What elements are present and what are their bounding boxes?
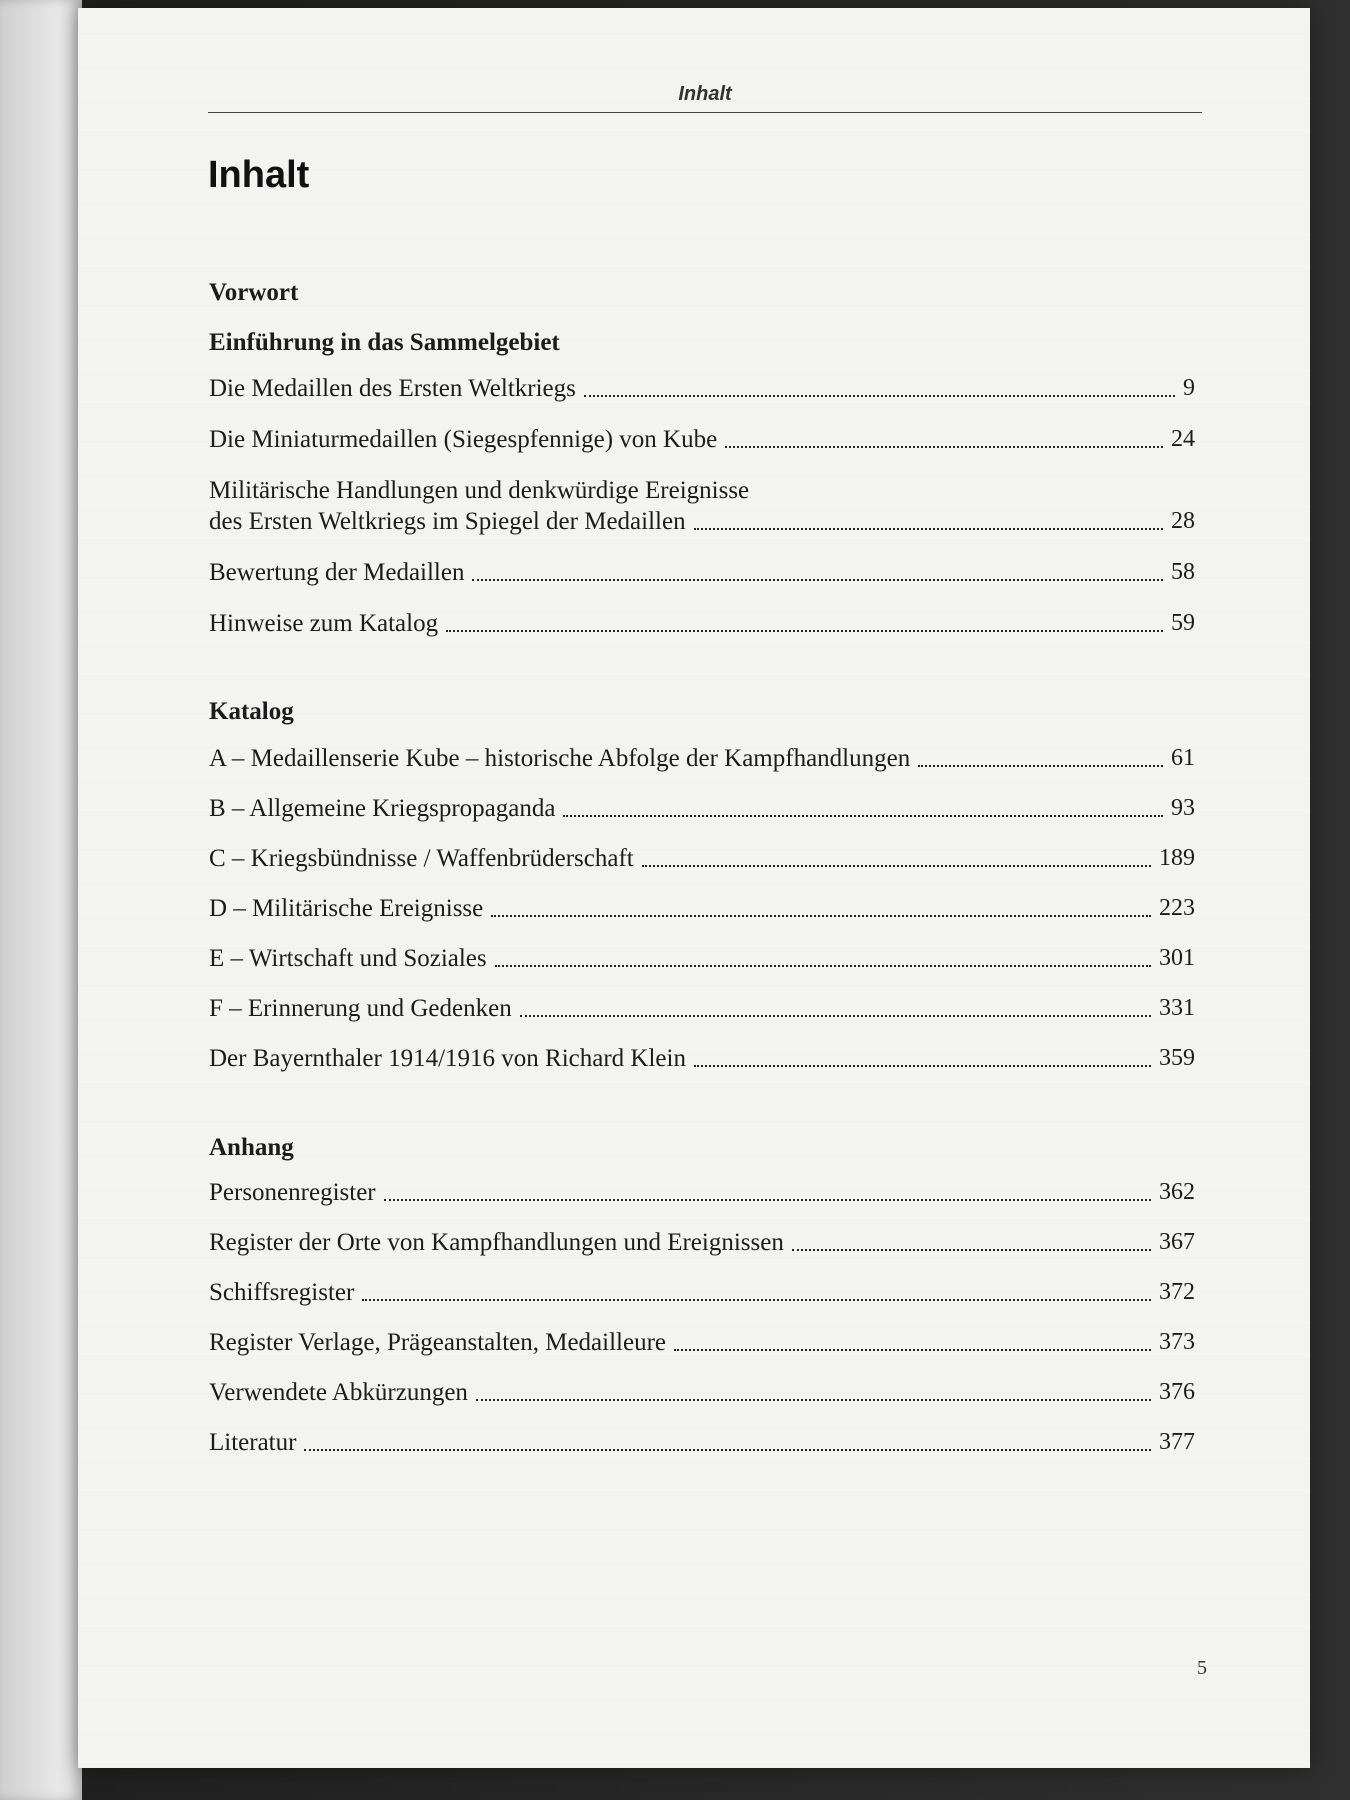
- toc-entry-page: 367: [1159, 1229, 1195, 1256]
- toc-entry-page: 331: [1159, 995, 1195, 1022]
- leader-dots: [304, 1449, 1151, 1451]
- leader-dots: [472, 579, 1163, 581]
- toc-entry-label: Die Miniaturmedaillen (Siegespfennige) von Kube: [209, 426, 718, 453]
- toc-entry-label: Die Medaillen des Ersten Weltkriegs: [209, 375, 576, 402]
- toc-entry-label: B – Allgemeine Kriegspropaganda: [209, 795, 556, 822]
- toc-entry: [209, 993, 1195, 1024]
- leader-dots: [918, 765, 1163, 767]
- leader-dots: [520, 1015, 1151, 1017]
- leader-dots: [384, 1199, 1151, 1201]
- toc-entry: [209, 475, 1195, 537]
- toc-entry-page: 59: [1171, 610, 1195, 637]
- leader-dots: [584, 395, 1175, 397]
- leader-dots: [642, 865, 1151, 867]
- toc-entry: [209, 1043, 1195, 1074]
- toc-entry: [209, 424, 1195, 455]
- toc-entry-label: F – Erinnerung und Gedenken: [209, 995, 512, 1022]
- leader-dots: [674, 1349, 1151, 1351]
- toc-entry-label: Register der Orte von Kampfhandlungen und Ereignissen: [209, 1229, 784, 1256]
- table-of-contents: [209, 278, 1195, 1458]
- toc-entry: [209, 943, 1195, 974]
- toc-entry: [209, 843, 1195, 874]
- toc-entry-page: 9: [1183, 375, 1195, 402]
- toc-entry: [209, 1177, 1195, 1208]
- toc-entry: [209, 793, 1195, 824]
- toc-entry-label: A – Medaillenserie Kube – historische Abfolge der Kampfhandlungen: [209, 745, 911, 772]
- toc-entry-label: Personenregister: [209, 1179, 376, 1206]
- leader-dots: [446, 630, 1163, 632]
- toc-entry-label: C – Kriegsbündnisse / Waffenbrüderschaft: [209, 845, 634, 872]
- toc-entry-label: Hinweise zum Katalog: [209, 610, 439, 637]
- toc-entry: [209, 557, 1195, 588]
- toc-entry-page: 61: [1171, 745, 1195, 772]
- toc-entry-label: Schiffsregister: [209, 1279, 355, 1306]
- section-vorwort: Vorwort: [209, 279, 299, 306]
- section-einfuehrung: Einführung in das Sammelgebiet: [209, 329, 560, 356]
- toc-entry-label-line1: Militärische Handlungen und denkwürdige Ereignisse: [209, 477, 750, 504]
- leader-dots: [792, 1249, 1151, 1251]
- toc-entry-page: 372: [1159, 1279, 1195, 1306]
- page-number: 5: [1197, 1657, 1207, 1679]
- toc-entry-page: 189: [1159, 845, 1195, 872]
- toc-entry-page: 376: [1159, 1379, 1195, 1406]
- toc-entry-label-line2: des Ersten Weltkriegs im Spiegel der Medaillen: [209, 508, 686, 535]
- toc-entry: [209, 608, 1195, 639]
- toc-entry-label: Register Verlage, Prägeanstalten, Medailleure: [209, 1329, 667, 1356]
- toc-entry-page: 24: [1171, 426, 1195, 453]
- leader-dots: [495, 965, 1151, 967]
- toc-entry: [209, 1377, 1195, 1408]
- toc-entry-page: 362: [1159, 1179, 1195, 1206]
- toc-entry-label: E – Wirtschaft und Soziales: [209, 945, 487, 972]
- toc-entry: [209, 893, 1195, 924]
- toc-entry: [209, 1277, 1195, 1308]
- leader-dots: [563, 815, 1163, 817]
- toc-entry-page: 58: [1171, 559, 1195, 586]
- leader-dots: [362, 1299, 1151, 1301]
- toc-entry-page: 359: [1159, 1045, 1195, 1072]
- toc-entry-label: Literatur: [209, 1429, 297, 1456]
- toc-entry: [209, 743, 1195, 774]
- book-page: [78, 8, 1310, 1768]
- leader-dots: [476, 1399, 1151, 1401]
- leader-dots: [725, 446, 1163, 448]
- toc-entry: [209, 1427, 1195, 1458]
- toc-entry-page: 28: [1171, 508, 1195, 535]
- leader-dots: [694, 1065, 1151, 1067]
- toc-entry-label: Bewertung der Medaillen: [209, 559, 465, 586]
- toc-entry-label: Verwendete Abkürzungen: [209, 1379, 468, 1406]
- toc-entry-page: 301: [1159, 945, 1195, 972]
- section-katalog: Katalog: [209, 698, 294, 725]
- toc-entry: [209, 1327, 1195, 1358]
- toc-entry-label: Der Bayernthaler 1914/1916 von Richard Klein: [209, 1045, 686, 1072]
- page-title: Inhalt: [208, 154, 310, 196]
- leader-dots: [694, 528, 1163, 530]
- toc-entry: [209, 373, 1195, 404]
- toc-entry-page: 373: [1159, 1329, 1195, 1356]
- toc-entry-page: 93: [1171, 795, 1195, 822]
- left-page-edge: [0, 0, 82, 1800]
- section-anhang: Anhang: [209, 1134, 294, 1161]
- toc-entry-label: D – Militärische Ereignisse: [209, 895, 484, 922]
- toc-entry: [209, 1227, 1195, 1258]
- running-header: Inhalt: [208, 80, 1202, 113]
- leader-dots: [491, 915, 1151, 917]
- toc-entry-page: 223: [1159, 895, 1195, 922]
- toc-entry-page: 377: [1159, 1429, 1195, 1456]
